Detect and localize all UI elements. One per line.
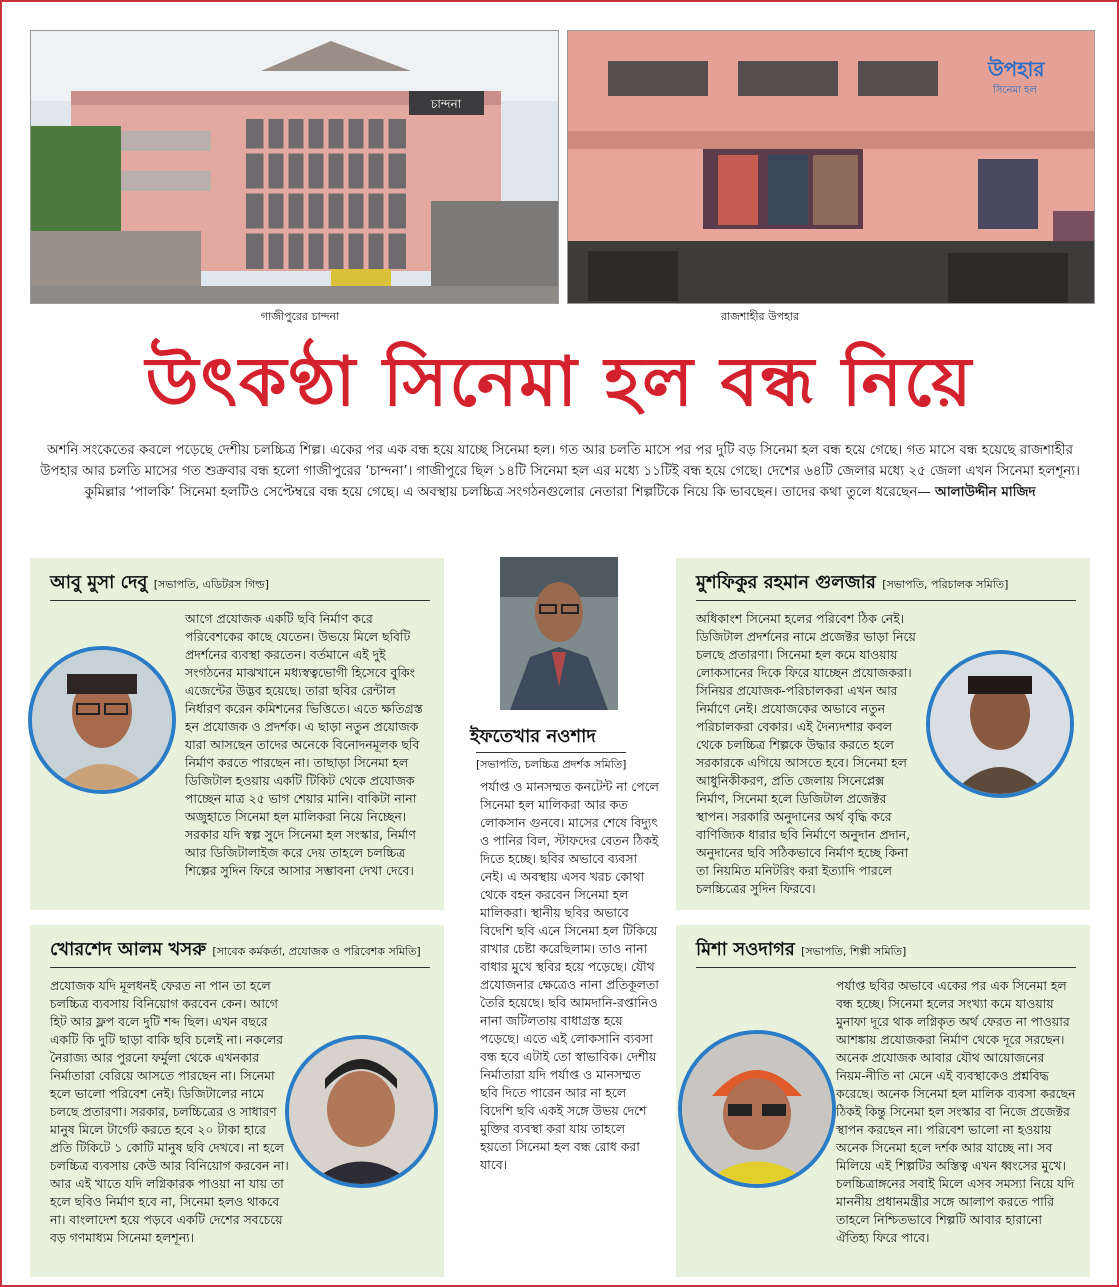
caption-right: রাজশাহীর উপহার bbox=[720, 310, 800, 323]
upohar-photo bbox=[567, 30, 1095, 304]
misha-text: পর্যাপ্ত ছবির অভাবে একের পর এক সিনেমা হল বন্ধ হচ্ছে। সিনেমা হলের সংখ্যা কমে যাওয়ায় মুনাফা দূরে থাক লগ্নিকৃত অর্থ ফেরত না পাওয়ার আশঙ্কায় প্রযোজকরা নির্মাণ থেকে দূরে সরছেন। অনেক প্রযোজক আবার যৌথ আয়োজনের নিয়ম-নীতি না মেনে এই ব্যবস্থাকেও প্রশ্নবিদ্ধ করেছে। অনেক সিনেমা হল মালিক ব্যবসা করছেন ঠিকই কিন্তু সিনেমা হল সংস্কার বা নিজে প্রজেক্টর স্থাপন করছেন না। পরিবেশ ভালো না হওয়ায় অনেক সিনেমা হলে দর্শক আর যাচ্ছে না। সব মিলিয়ে এই শিল্পটির অস্তিত্ব এখন ধ্বংসের মুখে। চলচ্চিত্রাঙ্গনের সবাই মিলে এসব সমস্যা নিয়ে যদি মাননীয় প্রধানমন্ত্রীর সঙ্গে আলাপ করতে পারি তাহলে নিশ্চিতভাবে শিল্পটি আবার হারানো ঐতিহ্য ফিরে পাবে। bbox=[836, 978, 1076, 1245]
misha-portrait bbox=[678, 1030, 836, 1188]
box-misha bbox=[676, 925, 1090, 1277]
misha-heading bbox=[696, 935, 906, 966]
misha-name: মিশা সওদাগর bbox=[696, 939, 795, 960]
intro-paragraph bbox=[30, 440, 1090, 503]
khasru-name: খোরশেদ আলম খসরু bbox=[50, 939, 207, 960]
intro-author: আলাউদ্দীন মাজিদ bbox=[935, 485, 1036, 500]
gulzar-rule bbox=[696, 600, 1076, 601]
misha-role: [সভাপতি, শিল্পী সমিতি] bbox=[801, 945, 907, 958]
gulzar-portrait bbox=[926, 650, 1074, 798]
headline: উৎকণ্ঠা সিনেমা হল বন্ধ নিয়ে bbox=[145, 343, 974, 422]
chandana-photo bbox=[30, 30, 559, 304]
chandana-sign: চান্দনা bbox=[430, 97, 462, 111]
debu-heading bbox=[50, 568, 269, 599]
box-debu bbox=[30, 558, 444, 910]
upohar-sign: উপহার bbox=[988, 57, 1045, 81]
intro-text: অশনি সংকেতের কবলে পড়েছে দেশীয় চলচ্চিত্র শিল্প। একের পর এক বন্ধ হয়ে যাচ্ছে সিনেমা হল। গত আর চলতি মাসে পর পর দুটি বড় সিনেমা হল বন্ধ হয়ে গেছে। গত মাসে বন্ধ হয়েছে রাজশাহীর উপহার আর চলতি মাসের গত শুক্রবার বন্ধ হলো গাজীপুরের ‘চান্দনা’। গাজীপুরে ছিল ১৪টি সিনেমা হল এর মধ্যে ১১টিই বন্ধ হয়ে গেছে। দেশের ৬৪টি জেলার মধ্যে ২৫ জেলা এখন সিনেমা হলশূন্য। কুমিল্লার ‘পালকি’ সিনেমা হলটিও সেপ্টেম্বরে বন্ধ হয়ে গেছে। এ অবস্থায় চলচ্চিত্র সংগঠনগুলোর নেতারা শিল্পটিকে নিয়ে কি ভাবছেন। তাদের কথা তুলে ধরেছেন— bbox=[40, 443, 1080, 500]
box-khasru bbox=[30, 925, 444, 1277]
gulzar-name: মুশফিকুর রহমান গুলজার bbox=[696, 572, 876, 593]
gulzar-text: অধিকাংশ সিনেমা হলের পরিবেশ ঠিক নেই। ডিজিটাল প্রদর্শনের নামে প্রজেক্টর ভাড়া নিয়ে চলছে প্রতারণা। সিনেমা হল কমে যাওয়ায় লোকসানের দিকে ফিরে যাচ্ছেন প্রযোজকরা। সিনিয়র প্রযোজক-পরিচালকরা এখন আর নির্মাণে নেই। প্রযোজকের অভাবে নতুন পরিচালকরা বেকার। এই দৈন্যদশার কবল থেকে চলচ্চিত্র শিল্পকে উদ্ধার করতে হলে সরকারকে এগিয়ে আসতে হবে। সিনেমা হল আধুনিকীকরণ, প্রতি জেলায় সিনেপ্লেক্স নির্মাণ, সিনেমা হলে ডিজিটাল প্রজেক্টর স্থাপন। সরকারি অনুদানের অর্থ বৃদ্ধি করে বাণিজ্যিক ধারার ছবি নির্মাণে অনুদান প্রদান, অনুদানের ছবি সঠিকভাবে নির্মাণ হচ্ছে কিনা তা নিয়মিত মনিটরিং করা ইত্যাদি পারলে চলচ্চিত্রের সুদিন ফিরবে। bbox=[696, 611, 916, 896]
debu-name: আবু মুসা দেবু bbox=[50, 572, 148, 593]
nawshad-name: ইফতেখার নওশাদ bbox=[470, 726, 596, 747]
khasru-heading bbox=[50, 935, 421, 966]
debu-rule bbox=[50, 600, 430, 601]
debu-text: আগে প্রযোজক একটি ছবি নির্মাণ করে পরিবেশকের কাছে যেতেন। উভয়ে মিলে ছবিটি প্রদর্শনের ব্যবস্থা করতেন। বর্তমানে এই দুই সংগঠনের মাঝখানে মধ্যস্বত্বভোগী হিসেবে বুকিং এজেন্টের উদ্ভব হয়েছে। তারা ছবির রেন্টাল নির্ধারণ করেন কমিশনের ভিত্তিতে। এতে ক্ষতিগ্রস্ত হন প্রযোজক ও প্রদর্শক। এ ছাড়া নতুন প্রযোজক যারা আসছেন তাদের অনেকে বিনোদনমূলক ছবি নির্মাণ করতে পারছেন না। তাছাড়া সিনেমা হল ডিজিটাল হওয়ায় একটি টিকিট থেকে প্রযোজক পাচ্ছেন মাত্র ২৫ ভাগ শেয়ার মানি। বাকিটা নানা অজুহাতে সিনেমা হল মালিকরা নিয়ে নিচ্ছেন। সরকার যদি স্বল্প সুদে সিনেমা হল সংস্কার, নির্মাণ আর ডিজিটালাইজ করে দেয় তাহলে চলচ্চিত্র শিল্পের সুদিন ফিরে আসার সম্ভাবনা দেখা দেবে। bbox=[185, 611, 423, 878]
debu-role: [সভাপতি, এডিটরস গিল্ড] bbox=[153, 578, 270, 591]
upohar-sign-sub: সিনেমা হল bbox=[993, 85, 1037, 96]
box-gulzar bbox=[676, 558, 1090, 910]
khasru-role: [সাবেক কর্মকর্তা, প্রযোজক ও পরিবেশক সমিতি] bbox=[212, 945, 421, 958]
khasru-rule bbox=[50, 967, 430, 968]
nawshad-photo bbox=[500, 557, 618, 710]
nawshad-text: পর্যাপ্ত ও মানসম্মত কনটেন্ট না পেলে সিনেমা হল মালিকরা আর কত লোকসান গুনবে। মাসের শেষে বিদ্যুৎ ও পানির বিল, স্টাফদের বেতন ঠিকই দিতে হচ্ছে। ছবির অভাবে ব্যবসা নেই। এ অবস্থায় এসব খরচ কোথা থেকে বহন করবেন সিনেমা হল মালিকরা। স্থানীয় ছবির অভাবে বিদেশি ছবি এনে সিনেমা হল টিকিয়ে রাখার চেষ্টা করেছিলাম। তাও নানা বাধার মুখে স্থবির হয়ে পড়েছে। যৌথ প্রযোজনার ক্ষেত্রেও নানা প্রতিকূলতা তৈরি হয়েছে। ছবি আমদানি-রপ্তানিও নানা জটিলতায় বাধাগ্রস্ত হয়ে পড়েছে। এতে এই লোকসানি ব্যবসা বন্ধ হবে এটাই তো স্বাভাবিক। দেশীয় নির্মাতারা যদি পর্যাপ্ত ও মানসম্মত ছবি দিতে পারেন আর না হলে বিদেশি ছবি একই সঙ্গে উভয় দেশে মুক্তির ব্যবস্থা করা যায় তাহলে হয়তো সিনেমা হল বন্ধ রোধ করা যাবে। bbox=[480, 779, 659, 1172]
nawshad-role: [সভাপতি, চলচ্চিত্র প্রদর্শক সমিতি] bbox=[476, 752, 626, 775]
khasru-portrait bbox=[285, 1035, 438, 1188]
gulzar-heading bbox=[696, 568, 1008, 599]
khasru-text: প্রযোজক যদি মূলধনই ফেরত না পান তা হলে চলচ্চিত্র ব্যবসায় বিনিয়োগ করবেন কেন। আগে হিট আর ফ্লপ বলে দুটি শব্দ ছিল। এখন বছরে একটি কি দুটি ছাড়া বাকি ছবি চলেই না। নকলের নৈরাজ্য আর পুরনো ফর্মুলা থেকে এখনকার নির্মাতারা বেরিয়ে আসতে পারছেন না। সিনেমা হলে ভালো পরিবেশ নেই। ডিজিটালের নামে চলছে প্রতারণা। সরকার, চলচ্চিত্রের ও সাধারণ মানুষ মিলে টার্গেট করতে হবে ২০ টাকা হারে প্রতি টিকিটে ১ কোটি মানুষ ছবি দেখবে। না হলে চলচ্চিত্র ব্যবসায় কেউ আর বিনিয়োগ করবেন না। আর এই খাতে যদি লগ্নিকারক পাওয়া না যায় তা হলে ছবিও নির্মাণ হবে না, সিনেমা হলও থাকবে না। বাংলাদেশ হয়ে পড়বে একটি দেশের সবচেয়ে বড় গণমাধ্যম সিনেমা হলশূন্য। bbox=[50, 978, 289, 1245]
misha-rule bbox=[696, 967, 1076, 968]
caption-left: গাজীপুরের চান্দনা bbox=[260, 310, 340, 323]
gulzar-role: [সভাপতি, পরিচালক সমিতি] bbox=[882, 578, 1009, 591]
debu-portrait bbox=[28, 646, 176, 794]
